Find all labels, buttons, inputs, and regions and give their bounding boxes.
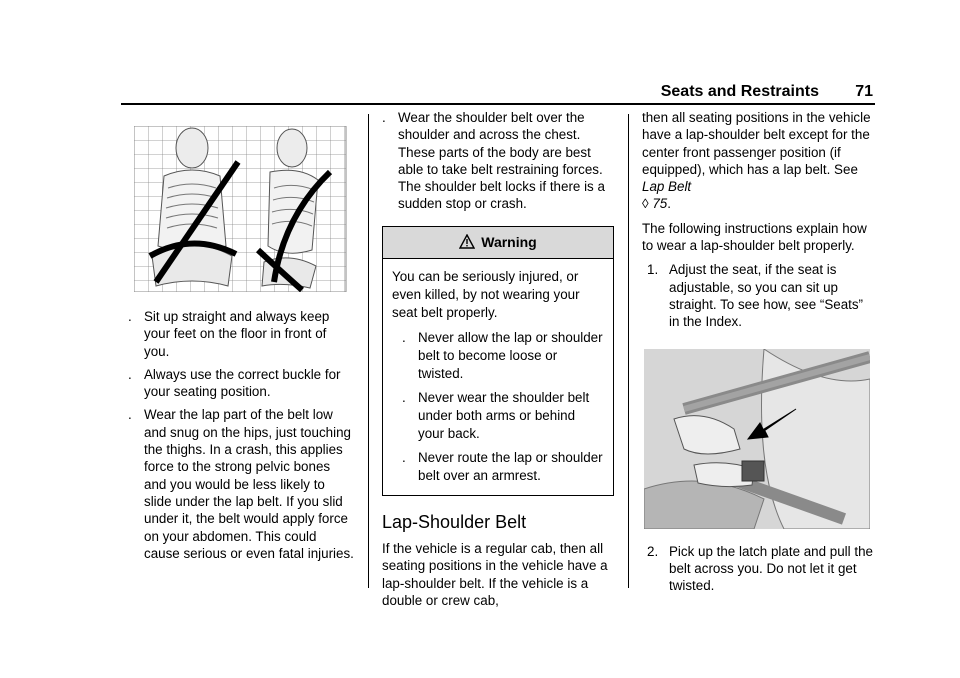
warning-icon [459, 234, 475, 250]
list-item-text: Wear the shoulder belt over the shoulder and across the chest. These parts of the body are best able to take belt restraining forces. The shoulder belt locks if there is a sudden stop or crash. [398, 110, 605, 212]
page-number: 71 [855, 83, 873, 100]
paragraph-text: then all seating positions in the vehicle have a lap-shoulder belt except for the center front passenger position (if equipped), which has a lap belt. See [642, 110, 871, 177]
column-divider-2 [628, 114, 629, 588]
page-ref-icon: ◊ [642, 196, 653, 212]
list-item [402, 329, 604, 383]
step-text: Adjust the seat, if the seat is adjustable, so you can sit up straight. To see how, see “Seats” in the Index. [669, 262, 864, 330]
step-number: 2. [647, 543, 659, 559]
bullet-mark: . [128, 309, 132, 324]
paragraph-lap-shoulder: then all seating positions in the vehicle have a lap-shoulder belt except for the center front passenger position (if equipped), which has a lap belt. See Lap Belt ◊ 75. [642, 110, 871, 212]
column-3 [642, 109, 874, 600]
step-number: 1. [647, 262, 659, 278]
list-item [402, 449, 604, 485]
page-header [121, 83, 875, 105]
column-divider-1 [368, 114, 369, 588]
step-text: Pick up the latch plate and pull the belt across you. Do not let it get twisted. [669, 543, 873, 594]
paragraph-instructions: The following instructions explain how to wear a lap-shoulder belt properly. [642, 220, 867, 254]
list-item [382, 109, 614, 213]
list-item-text: Sit up straight and always keep your feet on the floor in front of you. [144, 309, 330, 359]
list-item [128, 366, 354, 401]
list-item-text: Never wear the shoulder belt under both arms or behind your back. [418, 389, 590, 441]
column-1 [128, 126, 354, 568]
cross-reference-link[interactable]: Lap Belt [642, 179, 692, 195]
bullet-mark: . [402, 329, 406, 345]
section-paragraph: If the vehicle is a regular cab, then all seating positions in the vehicle have a lap-shoulder belt. If the vehicle is a double or crew cab, [382, 541, 608, 608]
bullet-mark: . [382, 110, 386, 125]
list-item [402, 389, 604, 443]
numbered-step [647, 261, 874, 330]
warning-header [383, 227, 613, 259]
list-item-text: Never route the lap or shoulder belt over an armrest. [418, 449, 603, 483]
list-item [128, 406, 354, 562]
header-rule [121, 103, 875, 105]
section-heading: Lap-Shoulder Belt [382, 511, 527, 532]
section-title: Seats and Restraints [660, 83, 819, 100]
warning-box [382, 226, 614, 496]
warning-intro: You can be seriously injured, or even killed, by not wearing your seat belt properly. [392, 268, 580, 320]
list-item-text: Always use the correct buckle for your seating position. [144, 366, 341, 400]
warning-body [383, 259, 613, 495]
skeleton-belt-illustration [134, 126, 360, 292]
list-item [128, 308, 354, 360]
latch-plate-photo [644, 349, 870, 529]
warning-title: Warning [481, 233, 537, 250]
list-item-text: Wear the lap part of the belt low and snug on the hips, just touching the thighs. In a crash, this applies force to the strong pelvic bones and you would be less likely to slide under the lap belt. If you slid under it, the belt would apply force on your abdomen. This could cause serious or even fatal injuries. [144, 407, 354, 561]
bullet-mark: . [402, 389, 406, 405]
column-2 [382, 109, 614, 616]
list-item-text: Never allow the lap or shoulder belt to become loose or twisted. [418, 329, 603, 381]
bullet-mark: . [128, 407, 132, 423]
page-reference[interactable]: 75 [652, 196, 668, 212]
numbered-step [647, 543, 874, 595]
bullet-mark: . [402, 449, 406, 465]
bullet-mark: . [128, 366, 132, 382]
